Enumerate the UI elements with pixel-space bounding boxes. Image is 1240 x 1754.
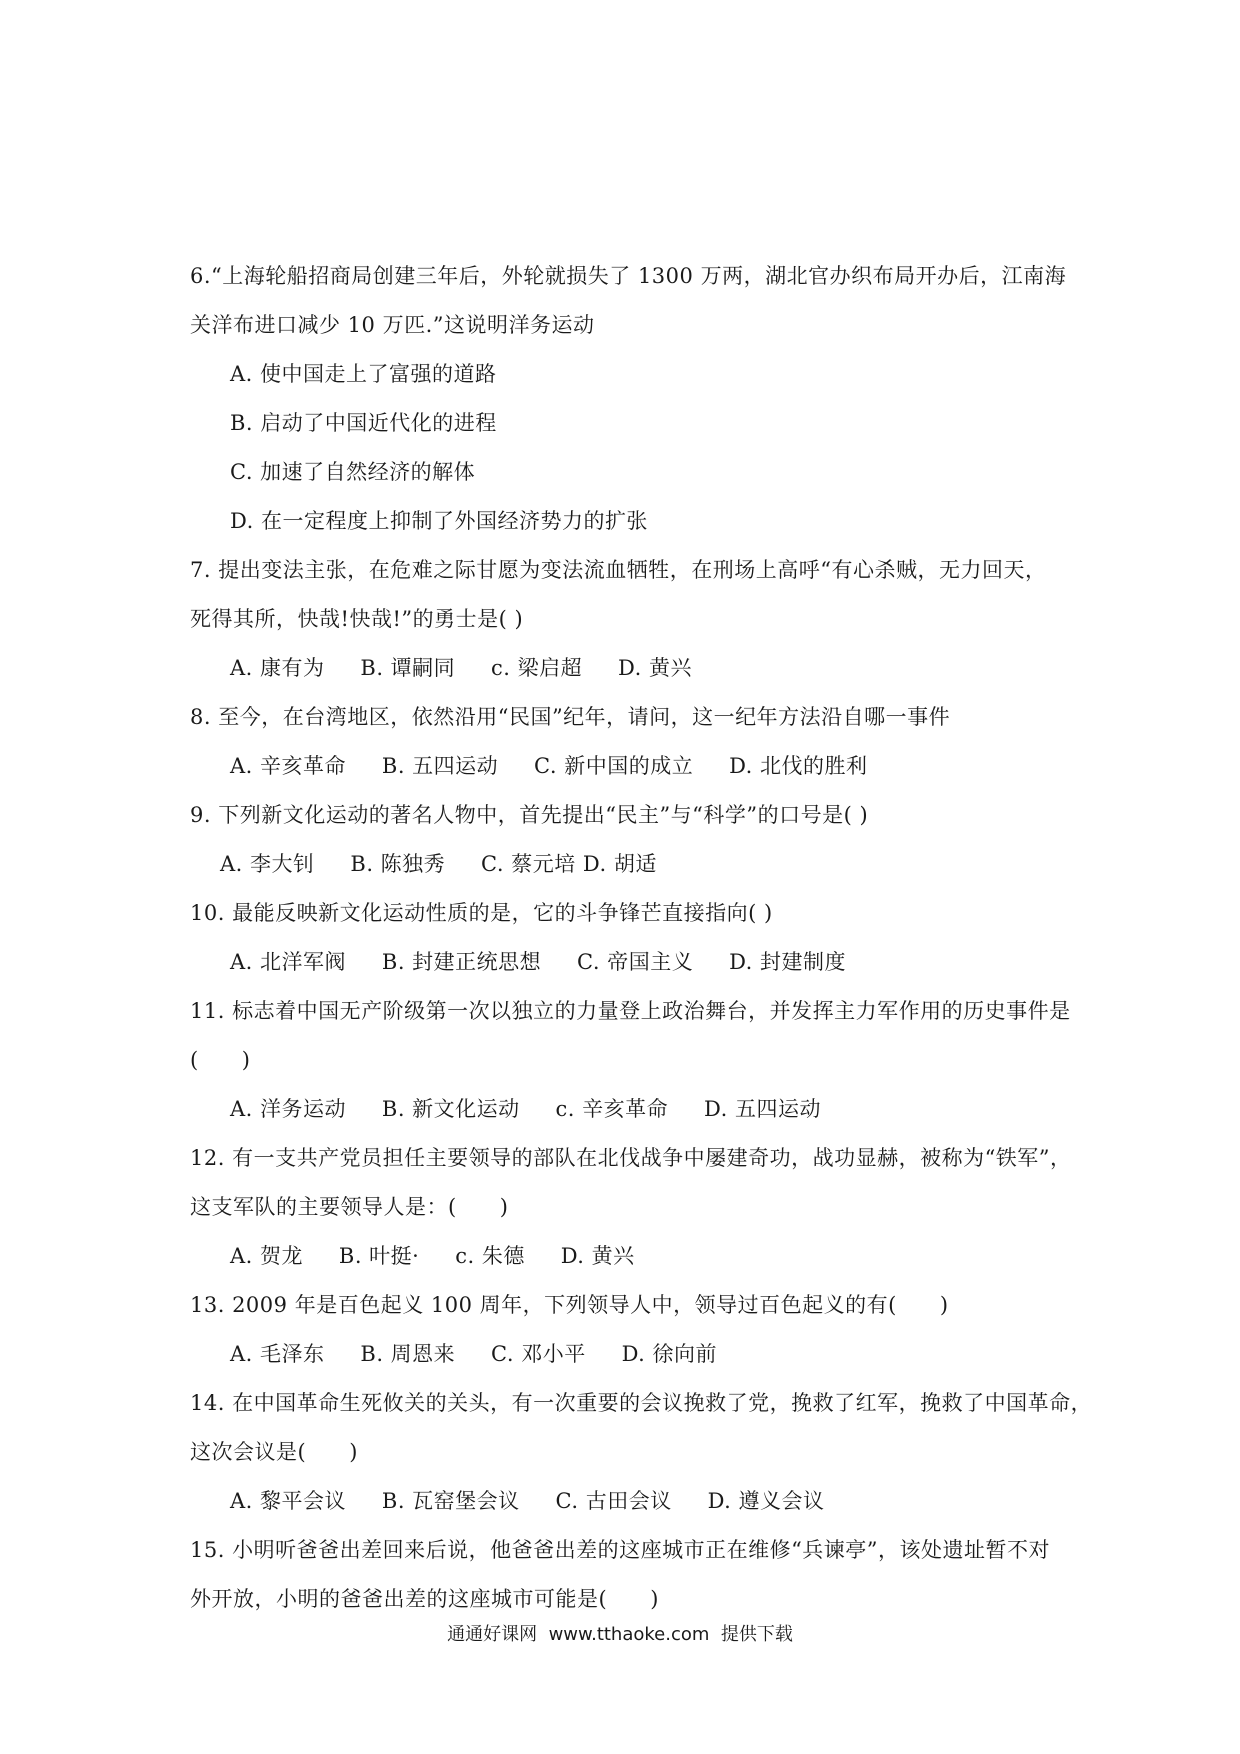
question-7 bbox=[190, 546, 1090, 693]
option-c: C. 加速了自然经济的解体 bbox=[230, 460, 476, 484]
question-list bbox=[190, 252, 1093, 1624]
question-12 bbox=[190, 1134, 1090, 1281]
page-footer: 通通好课网 www.tthaoke.com 提供下载 bbox=[447, 1624, 793, 1645]
options-row: A. 洋务运动 B. 新文化运动 c. 辛亥革命 D. 五四运动 bbox=[230, 1097, 821, 1121]
options-row: A. 康有为 B. 谭嗣同 c. 梁启超 D. 黄兴 bbox=[230, 656, 692, 680]
option-a: A. 使中国走上了富强的道路 bbox=[230, 362, 497, 386]
question-13 bbox=[190, 1281, 1090, 1379]
question-9 bbox=[190, 791, 1090, 889]
question-text-line: 8. 至今，在台湾地区，依然沿用“民国”纪年，请问，这一纪年方法沿自哪一事件 bbox=[190, 705, 951, 729]
question-text-line: 12. 有一支共产党员担任主要领导的部队在北伐战争中屡建奇功，战功显赫，被称为“铁军”， bbox=[190, 1146, 1072, 1170]
question-15 bbox=[190, 1526, 1090, 1624]
question-11 bbox=[190, 987, 1090, 1134]
question-8 bbox=[190, 693, 1090, 791]
options-row: A. 黎平会议 B. 瓦窑堡会议 C. 古田会议 D. 遵义会议 bbox=[230, 1489, 825, 1513]
question-10 bbox=[190, 889, 1090, 987]
question-text-line: 15. 小明听爸爸出差回来后说，他爸爸出差的这座城市正在维修“兵谏亭”，该处遗址暂不对 bbox=[190, 1538, 1051, 1562]
option-d: D. 在一定程度上抑制了外国经济势力的扩张 bbox=[230, 509, 648, 533]
question-text-line: 9. 下列新文化运动的著名人物中，首先提出“民主”与“科学”的口号是( ) bbox=[190, 803, 869, 827]
question-text-line: 关洋布进口减少 10 万匹.”这说明洋务运动 bbox=[190, 313, 595, 337]
question-text-line: 这支军队的主要领导人是：( ) bbox=[190, 1195, 509, 1219]
options-row: A. 李大钊 B. 陈独秀 C. 蔡元培 D. 胡适 bbox=[220, 852, 657, 876]
options-row: A. 贺龙 B. 叶挺· c. 朱德 D. 黄兴 bbox=[230, 1244, 635, 1268]
option-b: B. 启动了中国近代化的进程 bbox=[230, 411, 497, 435]
question-6 bbox=[190, 252, 1090, 546]
question-14 bbox=[190, 1379, 1093, 1526]
question-text-line: 10. 最能反映新文化运动性质的是，它的斗争锋芒直接指向( ) bbox=[190, 901, 773, 925]
question-text-line: 死得其所，快哉!快哉!”的勇士是( ) bbox=[190, 607, 524, 631]
options-row: A. 北洋军阀 B. 封建正统思想 C. 帝国主义 D. 封建制度 bbox=[230, 950, 847, 974]
question-text-line: ( ) bbox=[190, 1048, 251, 1072]
question-text-line: 外开放，小明的爸爸出差的这座城市可能是( ) bbox=[190, 1587, 659, 1611]
question-text-line: 6.“上海轮船招商局创建三年后，外轮就损失了 1300 万两，湖北官办织布局开办后，江南海 bbox=[190, 264, 1067, 288]
question-text-line: 这次会议是( ) bbox=[190, 1440, 358, 1464]
question-text-line: 13. 2009 年是百色起义 100 周年，下列领导人中，领导过百色起义的有( ) bbox=[190, 1293, 949, 1317]
question-text-line: 7. 提出变法主张，在危难之际甘愿为变法流血牺牲，在刑场上高呼“有心杀贼，无力回天， bbox=[190, 558, 1047, 582]
options-row: A. 毛泽东 B. 周恩来 C. 邓小平 D. 徐向前 bbox=[230, 1342, 718, 1366]
question-text-line: 11. 标志着中国无产阶级第一次以独立的力量登上政治舞台，并发挥主力军作用的历史事件是 bbox=[190, 999, 1071, 1023]
question-text-line: 14. 在中国革命生死攸关的关头，有一次重要的会议挽救了党，挽救了红军，挽救了中国革命， bbox=[190, 1391, 1093, 1415]
options-row: A. 辛亥革命 B. 五四运动 C. 新中国的成立 D. 北伐的胜利 bbox=[230, 754, 868, 778]
